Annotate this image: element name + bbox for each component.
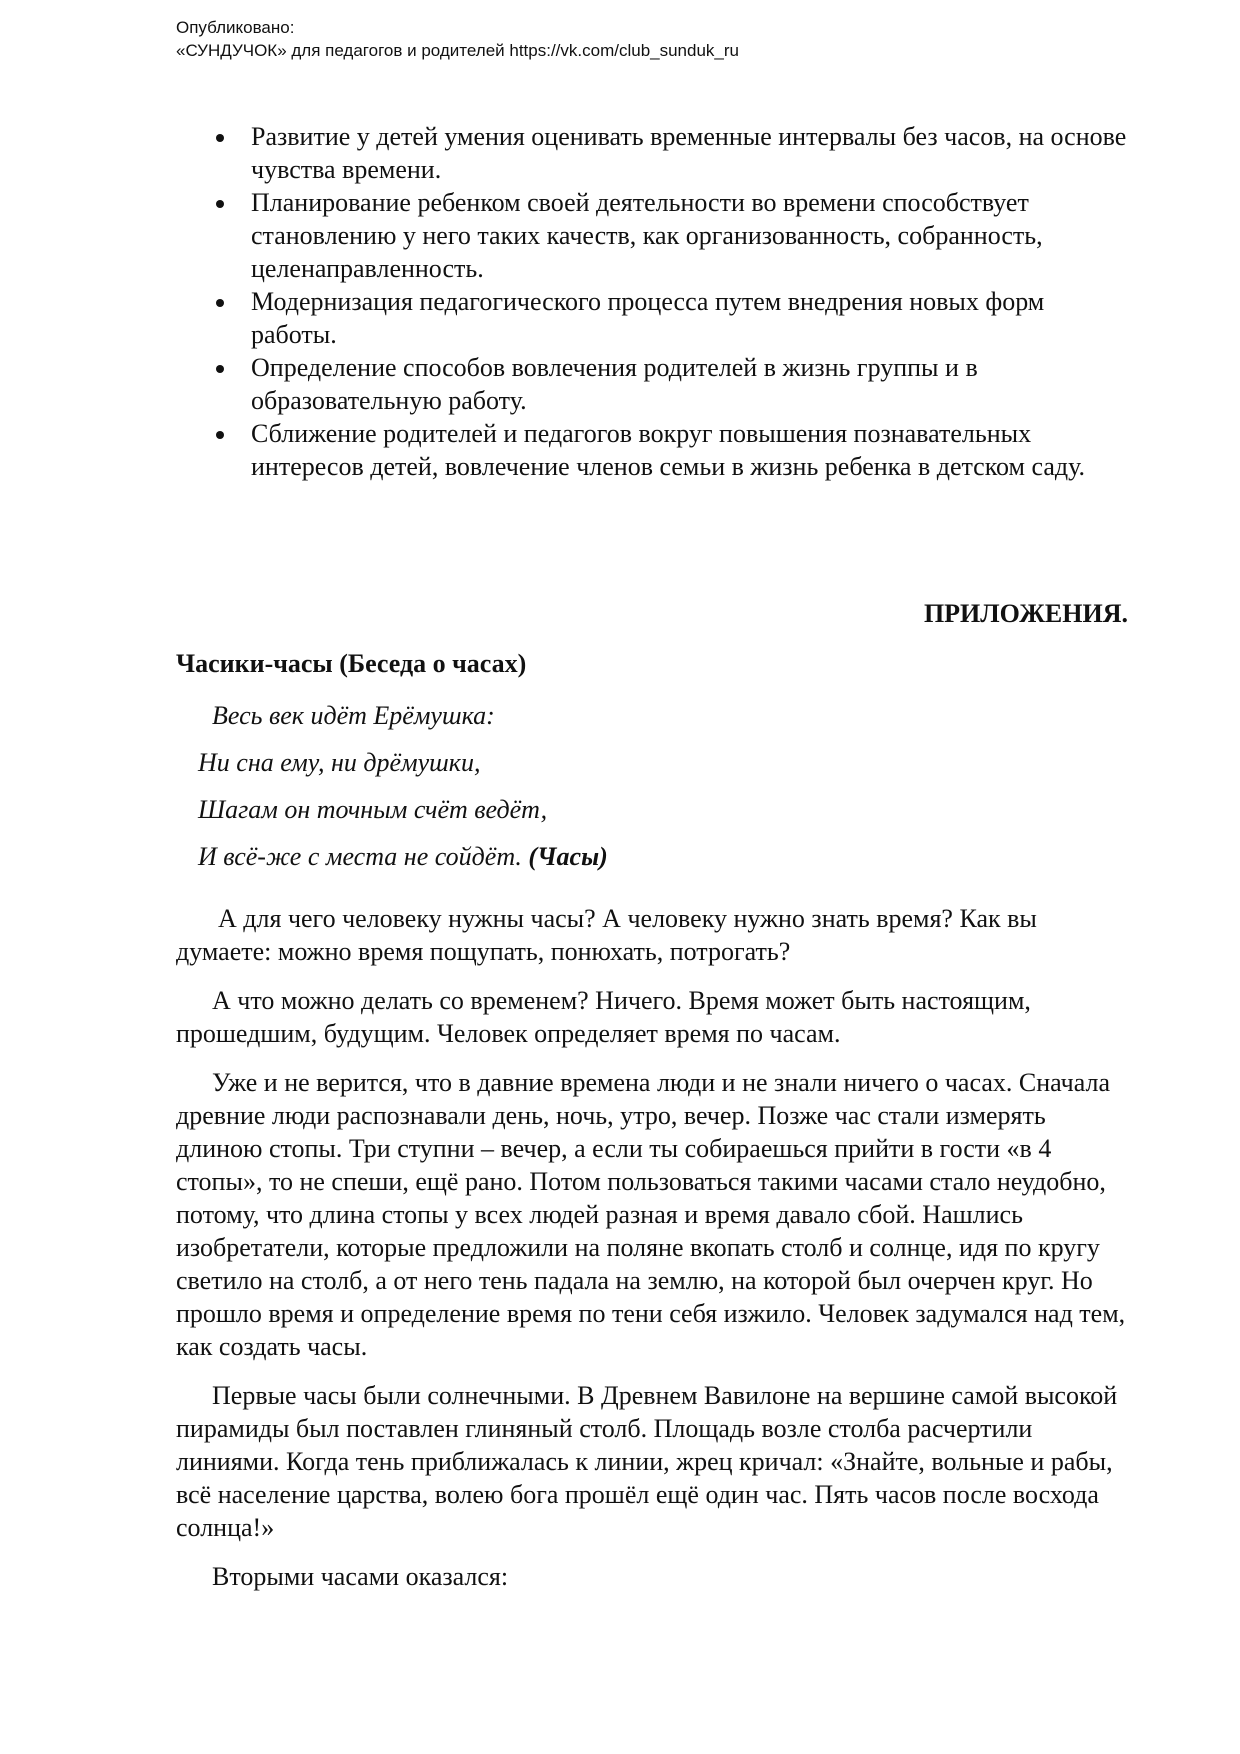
- bullet-icon: [216, 431, 224, 439]
- bullet-icon: [216, 134, 224, 142]
- bullet-icon: [216, 365, 224, 373]
- paragraph: Уже и не верится, что в давние времена люди и не знали ничего о часах. Сначала древние люди распознавали день, ночь, утро, вечер. Позже час стали измерять длиною стопы. Три ступни – вечер, а если ты собираешься прийти в гости «в 4 стопы», то не спеши, ещё рано. Потом пользоваться такими часами стало неудобно, потому, что длина стопы у всех людей разная и время давало сбой. Нашлись изобретатели, которые предложили на поляне вкопать столб и солнце, идя по кругу светило на столб, а от него тень падала на землю, на которой был очерчен круг. Но прошло время и определение время по тени себя изжило. Человек задумался над тем, как создать часы.: [176, 1068, 1126, 1361]
- poem-line: Весь век идёт Ерёмушка:: [212, 701, 495, 730]
- poem-line: Шагам он точным счёт ведёт,: [198, 795, 548, 824]
- document-body: [176, 120, 1136, 1591]
- bullet-icon: [216, 200, 224, 208]
- section-heading: Часики-часы (Беседа о часах): [176, 649, 527, 678]
- paragraph: А что можно делать со временем? Ничего. Время может быть настоящим, прошедшим, будущим. Человек определяет время по часам.: [176, 986, 1031, 1048]
- list-item: Планирование ребенком своей деятельности во времени способствует становлению у него таких качеств, как организованность, собранность, целенаправленность.: [176, 186, 1131, 285]
- publisher-source: «СУНДУЧОК» для педагогов и родителей https://vk.com/club_sunduk_ru: [176, 41, 739, 60]
- published-label: Опубликовано:: [176, 18, 295, 37]
- paragraph: Вторыми часами оказался:: [212, 1562, 509, 1591]
- riddle-answer: (Часы): [528, 842, 608, 871]
- list-item: Модернизация педагогического процесса путем внедрения новых форм работы.: [176, 285, 1131, 351]
- bullet-icon: [216, 299, 224, 307]
- paragraph: Первые часы были солнечными. В Древнем Вавилоне на вершине самой высокой пирамиды был поставлен глиняный столб. Площадь возле столба расчертили линиями. Когда тень приближалась к линии, жрец кричал: «Знайте, вольные и рабы, всё население царства, волею бога прошёл ещё один час. Пять часов после восхода солнца!»: [176, 1381, 1118, 1542]
- publication-header: [176, 16, 739, 62]
- appendix-heading: ПРИЛОЖЕНИЯ.: [923, 599, 1128, 628]
- list-item: Определение способов вовлечения родителей в жизнь группы и в образовательную работу.: [176, 351, 1131, 417]
- prose-section: [176, 902, 1136, 1609]
- list-item: Развитие у детей умения оценивать временные интервалы без часов, на основе чувства времени.: [176, 120, 1131, 186]
- paragraph: А для чего человеку нужны часы? А человеку нужно знать время? Как вы думаете: можно время пощупать, понюхать, потрогать?: [176, 904, 1037, 966]
- goals-bullet-list: [176, 120, 1136, 483]
- riddle-poem: [176, 692, 608, 880]
- list-item: Сближение родителей и педагогов вокруг повышения познавательных интересов детей, вовлечение членов семьи в жизнь ребенка в детском саду.: [176, 417, 1131, 483]
- poem-line: Ни сна ему, ни дрёмушки,: [198, 748, 481, 777]
- poem-line: И всё-же с места не сойдёт. (Часы): [198, 842, 608, 871]
